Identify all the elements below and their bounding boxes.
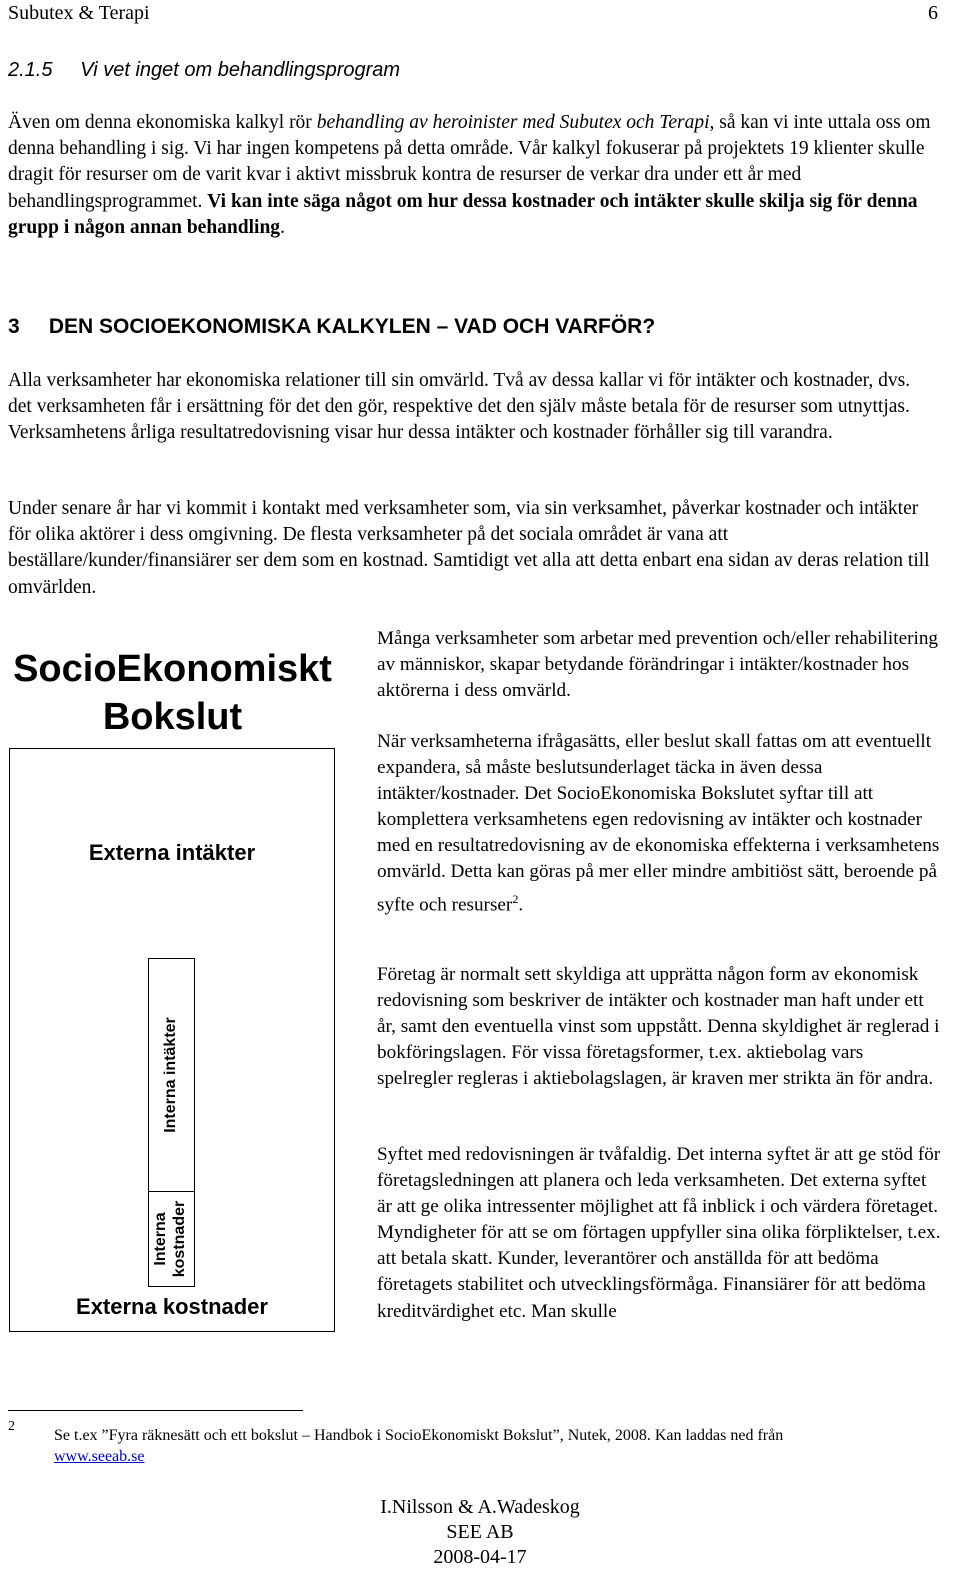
footnote-number: 2 xyxy=(8,1419,15,1434)
footnote-ref: 2 xyxy=(512,891,519,906)
paragraph-text: , så kan vi inte uttala oss om denna behandling i sig. Vi har ingen kompetens på detta område. Vår kalkyl fokuserar på projektets 19 klienter skulle dragit för resurser om de varit kvar i aktivt missbruk kontra de resurser de verkar dra under ett år med behandlingsprogrammet. xyxy=(8,112,931,212)
right-paragraph-2 xyxy=(377,729,942,918)
interna-kostnader-line1: Interna xyxy=(152,1212,169,1266)
externa-intakter-label: Externa intäkter xyxy=(88,840,256,865)
paragraph-relations: Alla verksamheter har ekonomiska relationer till sin omvärld. Två av dessa kallar vi för intäkter och kostnader, dvs. det verksamheten får i ersättning för det den gör, respektive det den själv måste betala för de resurser som utnyttjas. Verksamhetens årliga resultatredovisning visar hur dessa intäkter och kostnader förhåller sig till varandra. xyxy=(8,370,911,444)
paragraph-treatment xyxy=(8,110,938,241)
footer-authors: I.Nilsson & A.Wadeskog xyxy=(380,1496,580,1518)
section-heading-3: 3 DEN SOCIOEKONOMISKA KALKYLEN – VAD OCH VARFÖR? xyxy=(8,315,656,338)
externa-kostnader-label: Externa kostnader xyxy=(76,1294,268,1319)
interna-kostnader-line2: kostnader xyxy=(171,1200,188,1278)
footnote-body: Se t.ex ”Fyra räknesätt och ett bokslut – Handbok i SocioEkonomiskt Bokslut”, Nutek, 2008. Kan laddas ned från xyxy=(54,1427,784,1444)
paragraph-text: . xyxy=(280,216,285,238)
footnote-text xyxy=(54,1425,934,1467)
footnote-separator xyxy=(8,1410,303,1411)
running-header: Subutex & Terapi xyxy=(8,2,150,24)
page-number: 6 xyxy=(928,2,938,24)
italic-text: behandling av heroinister med Subutex och Terapi xyxy=(316,112,710,133)
interna-intakter-label: Interna intäkter xyxy=(162,1017,179,1133)
paragraph-text: . xyxy=(518,893,524,915)
paragraph-text: När verksamheterna ifrågasätts, eller beslut skall fattas om att eventuellt expandera, så måste beslutsunderlaget täcka in även dessa intäkter/kostnader. Det SocioEkonomiska Bokslutet syftar till att komplettera verksamhetens egen redovisning av intäkter och kostnader med en resultatredovisning av de ekonomiska effekterna i verksamhetens omvärld. Detta kan göras på mer eller mindre ambitiöst sätt, beroende på syfte och resurser xyxy=(377,731,940,915)
paragraph-text: Även om denna ekonomiska kalkyl rör xyxy=(8,112,317,133)
right-paragraph-1: Många verksamheter som arbetar med prevention och/eller rehabilitering av människor, skapar betydande förändringar i intäkter/kostnader hos aktörerna i dess omvärld. xyxy=(377,628,939,702)
page-footer xyxy=(0,1495,960,1570)
right-paragraph-4: Syftet med redovisningen är tvåfaldig. Det interna syftet är att ge stöd för företagsledningen att planera och leda verksamheten. Det externa syftet är att ge olika intressenter möjlighet att få inblick i och värdera företaget. Myndigheter för att se om förtagen uppfyller sina olika förpliktelser, t.ex. att betala skatt. Kunder, leverantörer och anställda för att bedöma företagets stabilitet och utvecklingsförmåga. Finansiärer för att bedöma kreditvärdighet etc. Man skulle xyxy=(377,1144,941,1322)
diagram-title-line1: SocioEkonomiskt xyxy=(13,648,332,690)
right-paragraph-3: Företag är normalt sett skyldiga att upprätta någon form av ekonomisk redovisning som beskriver de intäkter och kostnader man haft under ett år, samt den eventuella vinst som uppstått. Denna skyldighet är reglerad i bokföringslagen. För vissa företagsformer, t.ex. aktiebolag vars spelregler regleras i aktiebolagslagen, är kraven mer strikta än för andra. xyxy=(377,964,940,1090)
footer-company: SEE AB xyxy=(446,1521,514,1543)
section-heading-2-1-5: 2.1.5 Vi vet inget om behandlingsprogram xyxy=(8,59,401,81)
bold-text: Vi kan inte säga något om hur dessa kostnader och intäkter skulle skilja sig för denna grupp i någon annan behandling xyxy=(8,190,918,238)
paragraph-contacts: Under senare år har vi kommit i kontakt med verksamheter som, via sin verksamhet, påverkar kostnader och intäkter för olika aktörer i dess omgivning. De flesta verksamheter på det sociala området är vana att beställare/kunder/finansiärer ser dem som en kostnad. Samtidigt vet alla att detta enbart ena sidan av deras relation till omvärlden. xyxy=(8,498,930,598)
footer-date: 2008-04-17 xyxy=(433,1546,527,1568)
footnote-link[interactable]: www.seeab.se xyxy=(54,1448,145,1465)
interna-kostnader-label xyxy=(151,1189,191,1289)
diagram-title-line2: Bokslut xyxy=(102,696,243,738)
diagram-title xyxy=(0,645,345,741)
